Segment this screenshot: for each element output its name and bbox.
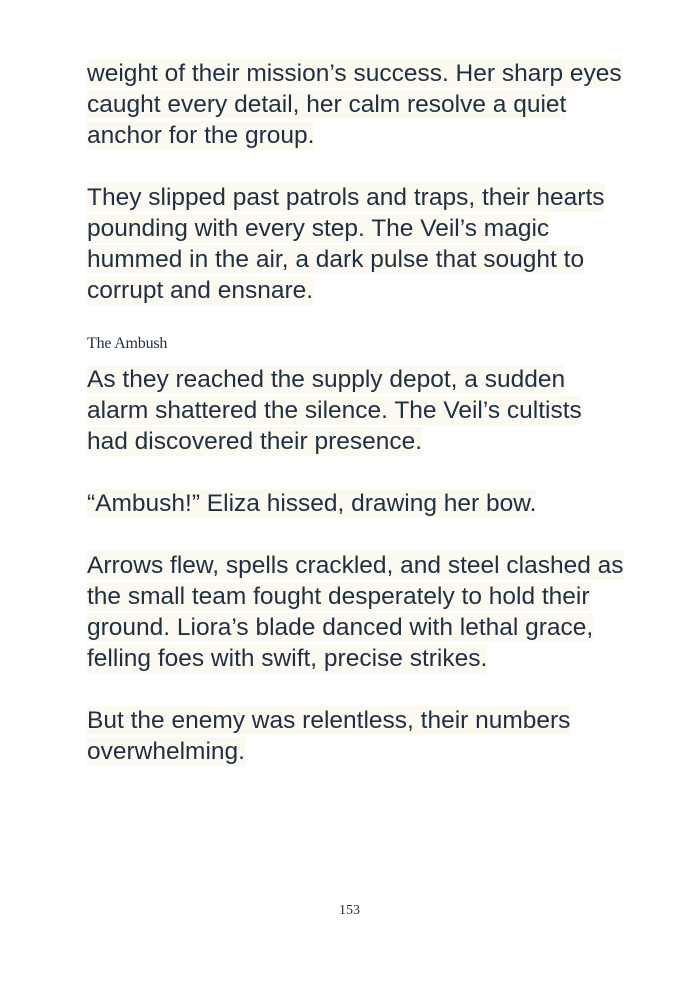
paragraph-text: As they reached the supply depot, a sudden alarm shattered the silence. The Veil’s cultists had discovered their presence. — [87, 366, 582, 455]
page-number: 153 — [339, 903, 360, 918]
paragraph — [87, 58, 627, 151]
section-heading: The Ambush — [87, 335, 168, 352]
paragraph — [87, 364, 627, 457]
paragraph-text: They slipped past patrols and traps, their hearts pounding with every step. The Veil’s magic hummed in the air, a dark pulse that sought to corrupt and ensnare. — [87, 184, 605, 304]
paragraph-text: weight of their mission’s success. Her sharp eyes caught every detail, her calm resolve a quiet anchor for the group. — [87, 60, 622, 149]
paragraph-text: But the enemy was relentless, their numbers overwhelming. — [87, 707, 571, 765]
paragraph — [87, 705, 627, 767]
paragraph — [87, 488, 627, 519]
paragraph-text: Arrows flew, spells crackled, and steel clashed as the small team fought desperately to hold their ground. Liora’s blade danced with lethal grace, felling foes with swift, precise strikes. — [87, 552, 624, 672]
paragraph — [87, 182, 627, 306]
paragraph-text: “Ambush!” Eliza hissed, drawing her bow. — [87, 490, 537, 517]
paragraph — [87, 550, 627, 674]
page-body — [87, 58, 627, 798]
